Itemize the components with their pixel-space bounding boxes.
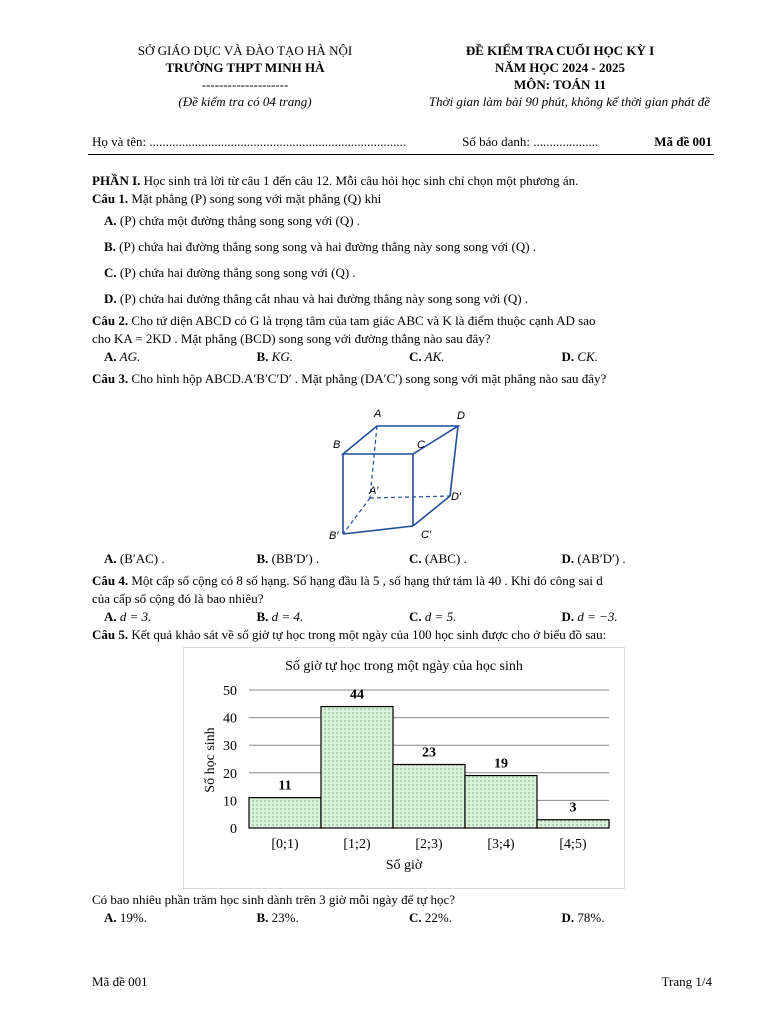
q5-option-d [562, 909, 715, 927]
option-key: B. [104, 239, 116, 254]
exam-code: Mã đề 001 [654, 134, 712, 149]
option-text: (B′AC) . [116, 551, 165, 566]
y-tick-label: 30 [223, 739, 237, 755]
q3-option-d [562, 550, 715, 568]
y-axis-label: Số học sinh [203, 727, 218, 793]
label-c: C [417, 439, 425, 451]
y-tick-label: 50 [223, 684, 237, 699]
option-key: A. [104, 213, 117, 228]
q4-label: Câu 4. [92, 573, 129, 588]
q5-option-a [104, 909, 257, 927]
bar-value-label: 44 [350, 687, 364, 703]
q2-options [92, 348, 714, 366]
q2-stem-cont: cho KA = 2KD . Mặt phẳng (BCD) song song với đường thẳng nào sau đây? [92, 331, 491, 346]
y-tick-label: 20 [223, 766, 237, 782]
footer-exam-code: Mã đề 001 [92, 974, 148, 989]
option-text: (P) chứa một đường thẳng song song với (Q) . [116, 213, 361, 228]
subject: MÔN: TOÁN 11 [514, 77, 606, 92]
q4-option-a [104, 608, 257, 626]
q2-stem [92, 312, 714, 330]
q1-option-c [92, 260, 714, 286]
q2-option-b [257, 348, 410, 366]
histogram-bar [393, 765, 465, 828]
option-text: d = 5. [421, 609, 457, 624]
time-note: Thời gian làm bài 90 phút, không kể thời gian phát đề [428, 94, 710, 109]
edge-dd1 [450, 426, 458, 496]
y-tick-label: 0 [230, 822, 237, 837]
parallelepiped-figure [325, 406, 475, 544]
bar-value-label: 19 [494, 756, 508, 772]
q1-option-b [92, 234, 714, 260]
q3-stem [92, 370, 714, 388]
header-right [360, 42, 710, 110]
q4-text-1: Một cấp số cộng có 8 số hạng. Số hạng đầu là 5 , số hạng thứ tám là 40 . Khi đó công sai d [128, 573, 603, 588]
edge-c1d1 [413, 496, 450, 526]
option-text: d = 4. [268, 609, 304, 624]
q5-option-b [257, 909, 410, 927]
option-text: 22%. [421, 910, 452, 925]
q5-question-block [92, 891, 714, 927]
option-text: (BB′D′) . [268, 551, 320, 566]
option-text: (P) chứa hai đường thẳng song song và hai đường thẳng này song song với (Q) . [115, 239, 537, 254]
option-text: (AB′D′) . [574, 551, 626, 566]
bar-value-label: 23 [422, 745, 436, 761]
q3-text: Cho hình hộp ABCD.A′B′C′D′ . Mặt phẳng (DA′C′) song song với mặt phẳng nào sau đây? [128, 371, 607, 386]
x-tick-label: [2;3) [415, 837, 443, 852]
y-tick-label: 10 [223, 794, 237, 810]
option-key: A. [104, 551, 117, 566]
bar-value-label: 3 [569, 800, 577, 816]
q4-stem-cont: của cấp số cộng đó là bao nhiêu? [92, 591, 264, 606]
x-axis-label: Số giờ [385, 858, 423, 873]
option-key: B. [256, 349, 269, 364]
bar-value-label: 11 [278, 778, 292, 794]
label-a1: A′ [369, 485, 379, 497]
q5-text: Kết quả khảo sát về số giờ tự học trong một ngày của 100 học sinh được cho ở biểu đồ sau: [128, 627, 607, 642]
q3-option-b [257, 550, 410, 568]
option-key: B. [256, 910, 269, 925]
option-key: A. [104, 910, 117, 925]
histogram-chart [183, 647, 625, 889]
option-text: 78%. [574, 910, 605, 925]
q2-label: Câu 2. [92, 313, 129, 328]
option-key: D. [561, 349, 575, 364]
q2-option-d [562, 348, 715, 366]
q1-stem [92, 190, 714, 208]
q3-option-c [409, 550, 562, 568]
option-text: (ABC) . [421, 551, 467, 566]
top-face [343, 426, 458, 454]
label-a: A [374, 408, 382, 420]
school-year: NĂM HỌC 2024 - 2025 [495, 60, 625, 75]
q5-option-c [409, 909, 562, 927]
histogram-bar [249, 798, 321, 828]
option-key: C. [409, 349, 422, 364]
option-text: (P) chứa hai đường thẳng cắt nhau và hai đường thẳng này song song với (Q) . [116, 291, 529, 306]
chart-svg [184, 648, 624, 888]
q2-option-c [409, 348, 562, 366]
chart-title: Số giờ tự học trong một ngày của học sinh [285, 659, 523, 674]
option-text: 23%. [268, 910, 299, 925]
q4-option-c [409, 608, 562, 626]
footer-page-number: Trang 1/4 [661, 974, 712, 989]
q1-option-a [92, 208, 714, 234]
part1-intro [92, 172, 714, 190]
dept-name: SỞ GIÁO DỤC VÀ ĐÀO TẠO HÀ NỘI [137, 43, 353, 58]
histogram-bar [321, 707, 393, 828]
student-id-line [92, 134, 712, 150]
x-tick-label: [0;1) [271, 837, 299, 852]
histogram-bar [537, 820, 609, 828]
edge-b1c1 [343, 526, 413, 534]
option-text: d = −3. [574, 609, 618, 624]
q2-text-1: Cho tứ diện ABCD có G là trọng tâm của tam giác ABC và K là điểm thuộc cạnh AD sao [128, 313, 596, 328]
student-number-field: Số báo danh: .................... [462, 134, 599, 149]
y-tick-label: 40 [223, 711, 237, 727]
label-d: D [457, 410, 465, 422]
dashes: -------------------- [201, 77, 289, 92]
q4-option-d [562, 608, 715, 626]
option-key: C. [409, 609, 422, 624]
option-text: d = 3. [116, 609, 152, 624]
q2-option-a [104, 348, 257, 366]
option-text: AG. [116, 349, 141, 364]
x-tick-label: [1;2) [343, 837, 371, 852]
option-key: A. [104, 349, 117, 364]
exam-body [92, 172, 714, 388]
q3-options [92, 550, 714, 568]
label-b1: B′ [329, 530, 339, 542]
option-text: CK. [574, 349, 598, 364]
q3-q5-block [92, 550, 714, 644]
q5-stem [92, 626, 714, 644]
x-tick-label: [3;4) [487, 837, 515, 852]
edge-a1d1 [370, 496, 450, 498]
q1-text: Mặt phẳng (P) song song với mặt phẳng (Q) khi [128, 191, 382, 206]
option-key: D. [561, 609, 575, 624]
option-text: AK. [421, 349, 445, 364]
x-tick-label: [4;5) [559, 837, 587, 852]
label-d1: D′ [451, 491, 462, 503]
option-key: A. [104, 609, 117, 624]
edge-a1b1 [343, 498, 370, 534]
q3-option-a [104, 550, 257, 568]
option-key: C. [104, 265, 117, 280]
option-key: D. [104, 291, 117, 306]
option-key: C. [409, 910, 422, 925]
student-name-field: Họ và tên: ............................................................................... [92, 134, 407, 149]
option-key: B. [256, 551, 269, 566]
school-name: TRƯỜNG THPT MINH HÀ [165, 60, 325, 75]
option-key: B. [256, 609, 269, 624]
q4-options [92, 608, 714, 626]
q4-stem [92, 572, 714, 590]
label-b: B [333, 439, 341, 451]
q1-option-d [92, 286, 714, 312]
exam-title: ĐỀ KIỂM TRA CUỐI HỌC KỲ I [465, 43, 655, 58]
part1-text: Học sinh trả lời từ câu 1 đến câu 12. Mỗi câu hỏi học sinh chỉ chọn một phương án. [140, 173, 579, 188]
q1-label: Câu 1. [92, 191, 129, 206]
option-text: (P) chứa hai đường thẳng song song với (Q) . [116, 265, 356, 280]
q5-options [92, 909, 714, 927]
label-c1: C′ [421, 529, 432, 541]
header-rule [88, 154, 714, 155]
q5-label: Câu 5. [92, 627, 129, 642]
option-text: KG. [268, 349, 293, 364]
q1-options [92, 208, 714, 312]
pages-note: (Đề kiểm tra có 04 trang) [178, 94, 312, 109]
option-key: C. [409, 551, 422, 566]
option-key: D. [561, 551, 575, 566]
part1-title: PHẦN I. [92, 173, 141, 188]
q5-question: Có bao nhiêu phần trăm học sinh dành trên 3 giờ mỗi ngày để tự học? [92, 892, 456, 907]
q4-option-b [257, 608, 410, 626]
option-key: D. [561, 910, 575, 925]
option-text: 19%. [116, 910, 147, 925]
histogram-bar [465, 776, 537, 828]
q3-label: Câu 3. [92, 371, 129, 386]
